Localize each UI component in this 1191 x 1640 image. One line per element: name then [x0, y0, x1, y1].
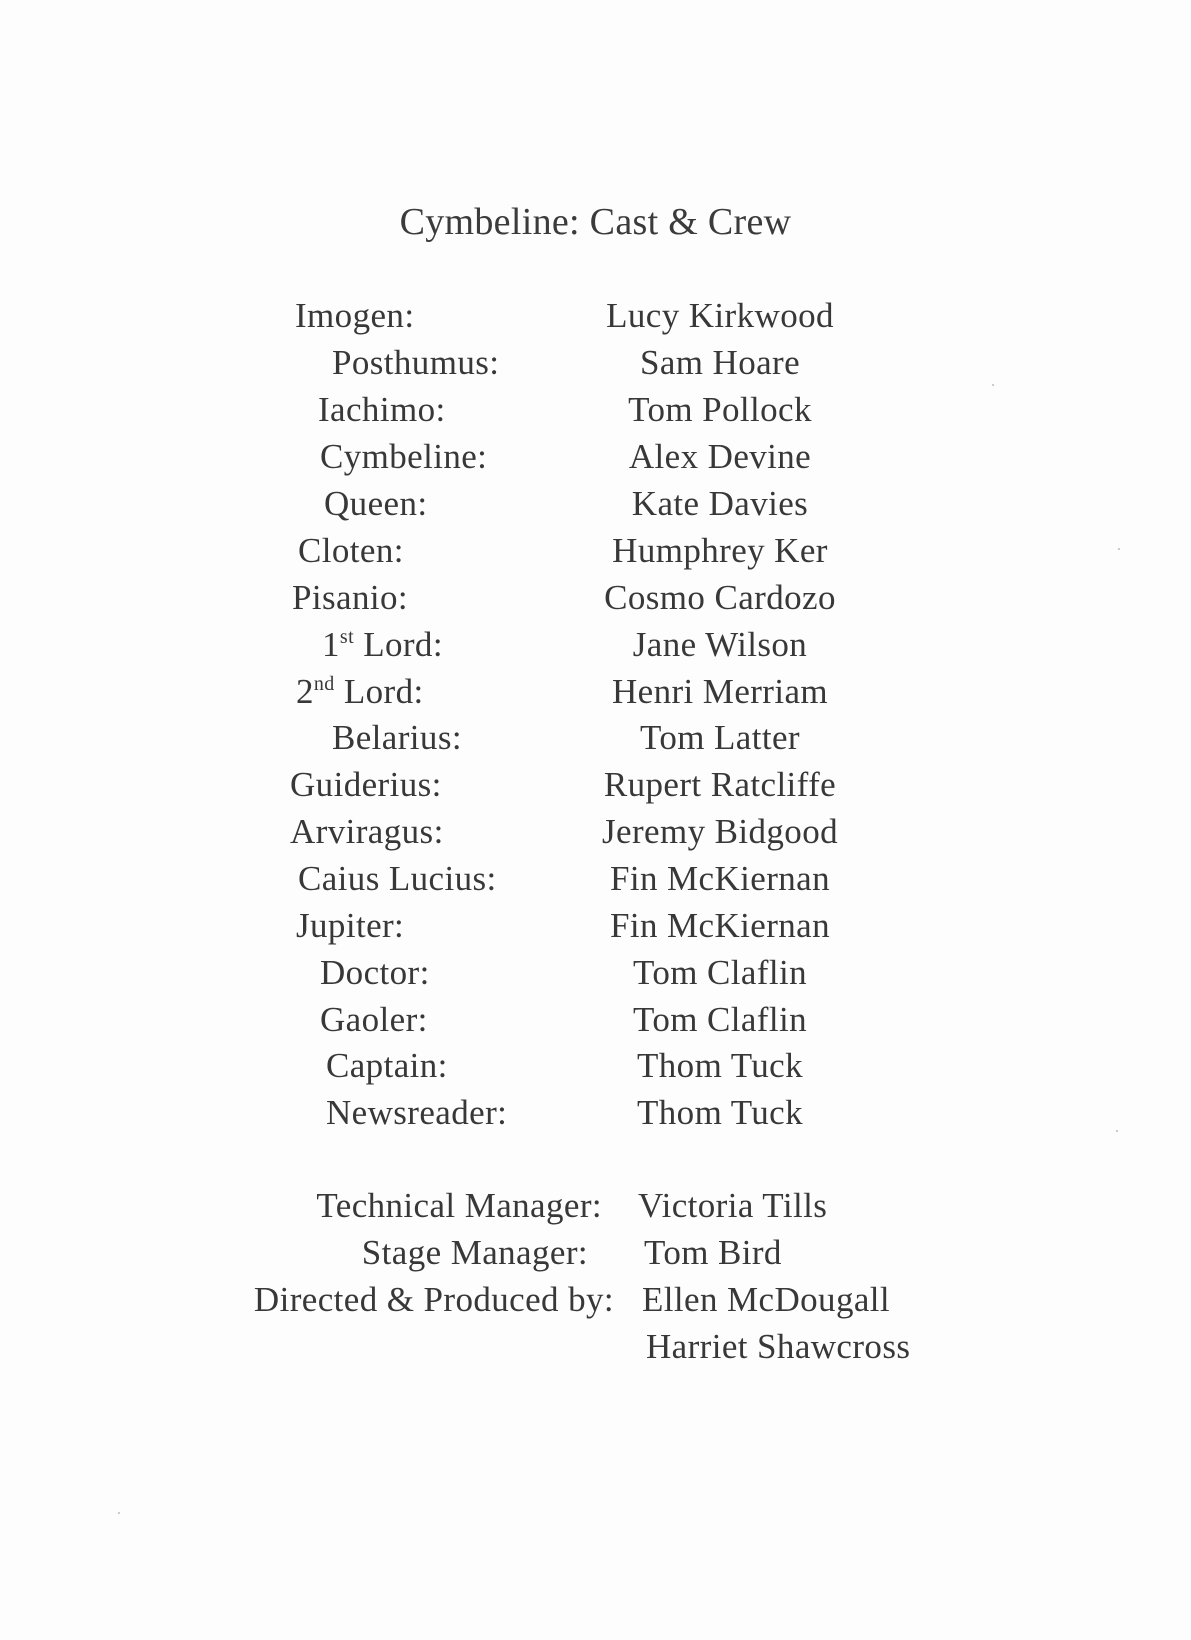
role-pisanio: Pisanio: — [292, 578, 408, 617]
scan-speck — [118, 1512, 120, 1514]
actor-imogen: Lucy Kirkwood — [606, 296, 834, 335]
actor-newsreader: Thom Tuck — [636, 1093, 803, 1132]
crew-name-stage-manager: Tom Bird — [644, 1233, 782, 1272]
scan-speck — [1118, 548, 1120, 550]
actor-cymbeline: Alex Devine — [628, 437, 812, 476]
role-second-lord — [296, 672, 424, 712]
role-iachimo: Iachimo: — [318, 390, 446, 429]
role-caius-lucius: Caius Lucius: — [298, 859, 497, 898]
role-arviragus: Arviragus: — [290, 812, 444, 851]
role-cymbeline: Cymbeline: — [320, 437, 488, 476]
crew-name-director-1: Ellen McDougall — [642, 1280, 891, 1319]
role-first-lord-ordinal: st — [339, 626, 355, 648]
actor-queen: Kate Davies — [631, 484, 809, 523]
role-first-lord-number: 1 — [322, 625, 340, 664]
actor-first-lord: Jane Wilson — [632, 625, 808, 664]
scan-speck — [992, 384, 994, 386]
role-captain: Captain: — [326, 1046, 448, 1085]
actor-cloten: Humphrey Ker — [612, 531, 828, 570]
role-queen: Queen: — [324, 484, 428, 523]
role-guiderius: Guiderius: — [290, 765, 442, 804]
actor-posthumus: Sam Hoare — [639, 343, 801, 382]
crew-name-director-2: Harriet Shawcross — [646, 1327, 911, 1366]
role-belarius: Belarius: — [332, 718, 462, 757]
role-gaoler: Gaoler: — [320, 1000, 428, 1039]
page-title: Cymbeline: Cast & Crew — [399, 201, 792, 243]
role-jupiter: Jupiter: — [296, 906, 405, 945]
crew-role-stage-manager: Stage Manager: — [361, 1233, 588, 1272]
crew-name-technical-manager: Victoria Tills — [638, 1186, 828, 1225]
role-second-lord-label: Lord: — [334, 672, 424, 711]
actor-jupiter: Fin McKiernan — [609, 906, 831, 945]
actor-pisanio: Cosmo Cardozo — [604, 578, 836, 617]
role-newsreader: Newsreader: — [326, 1093, 508, 1132]
scan-speck — [1116, 1130, 1118, 1132]
actor-arviragus: Jeremy Bidgood — [602, 812, 838, 851]
role-doctor: Doctor: — [320, 953, 430, 992]
role-second-lord-ordinal: nd — [313, 673, 335, 695]
actor-belarius: Tom Latter — [640, 718, 800, 757]
role-cloten: Cloten: — [298, 531, 404, 570]
actor-iachimo: Tom Pollock — [628, 390, 812, 429]
crew-role-technical-manager: Technical Manager: — [316, 1186, 602, 1225]
actor-second-lord: Henri Merriam — [611, 672, 829, 711]
role-first-lord — [322, 625, 443, 665]
actor-guiderius: Rupert Ratcliffe — [603, 765, 837, 804]
actor-captain: Thom Tuck — [636, 1046, 803, 1085]
actor-gaoler: Tom Claflin — [632, 1000, 808, 1039]
actor-caius-lucius: Fin McKiernan — [609, 859, 831, 898]
role-first-lord-label: Lord: — [354, 625, 443, 664]
role-second-lord-number: 2 — [296, 672, 314, 711]
role-imogen: Imogen: — [295, 296, 415, 335]
actor-doctor: Tom Claflin — [632, 953, 808, 992]
role-posthumus: Posthumus: — [332, 343, 500, 382]
crew-role-directors: Directed & Produced by: — [253, 1280, 614, 1319]
